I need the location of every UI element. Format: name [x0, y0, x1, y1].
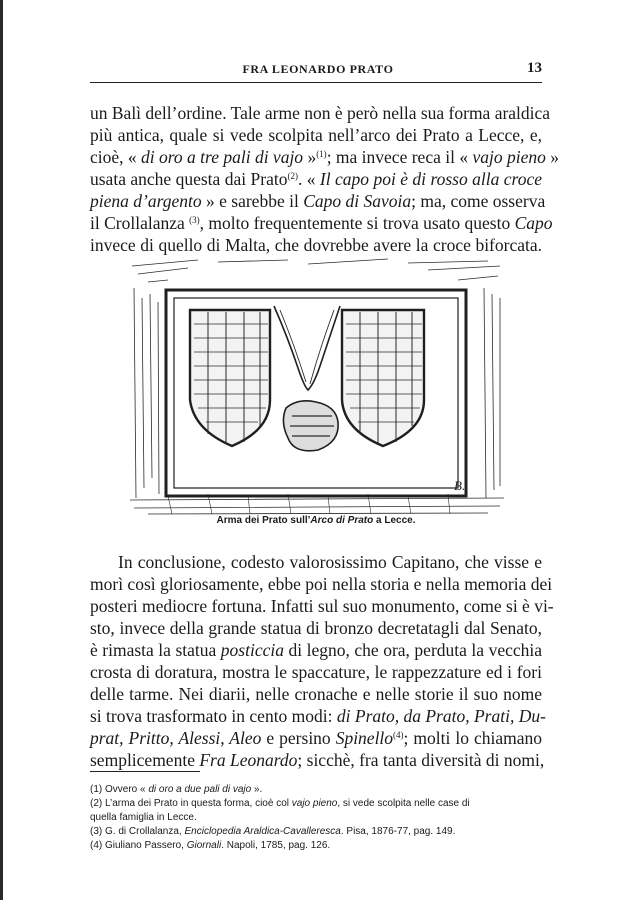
paragraph-2-line-6: crosta di doratura, mostra le spaccature, le rappezzature ed i fori: [90, 662, 542, 682]
page-number: 13: [527, 60, 542, 76]
paragraph-2-line-2: morì così gloriosamente, ebbe poi nella storia e nella memoria dei: [90, 574, 553, 594]
paragraph-1-line-1: un Balì dell’ordine. Tale arme non è però nella sua forma araldica: [90, 103, 551, 123]
paragraph-1-line-2: più antica, quale si vede scolpita nell’arco dei Prato a Lecce, e,: [90, 125, 542, 145]
paragraph-1-line-3: cioè, « di oro a tre pali di vajo »$^{(1)}$; ma invece reca il « vajo pieno »: [90, 147, 559, 167]
paragraph-2-line-7: delle tarme. Nei diarii, nelle cronache e nelle storie il suo nome: [90, 684, 542, 704]
artist-signature: B.: [454, 478, 466, 493]
paragraph-2-line-5: è rimasta la statua posticcia di legno, che ora, perduta la vecchia: [90, 640, 542, 660]
paragraph-1-line-4: usata anche questa dai Prato$^{(2)}$. « Il capo poi è di rosso alla croce: [90, 169, 542, 189]
footnote-2: (2) L’arma dei Prato in questa forma, cioè col vajo pieno, si vede scolpita nelle case di quella famiglia in Lecce.: [90, 798, 470, 823]
footnote-ref-3: (3): [189, 215, 200, 225]
footnote-ref-2: (2): [287, 171, 298, 181]
footnote-ref-4: (4): [393, 730, 404, 740]
running-header: FRA LEONARDO PRATO: [242, 62, 394, 76]
footnote-4: (4) Giuliano Passero, Giornali. Napoli, 1785, pag. 126.: [90, 840, 331, 851]
paragraph-2-line-1: In conclusione, codesto valorosissimo Capitano, che visse e: [118, 552, 542, 572]
figure-caption: Arma dei Prato sull’Arco di Prato a Lecce.: [216, 515, 416, 526]
footnote-1: (1) Ovvero « di oro a due pali di vajo ».: [90, 784, 263, 795]
coat-of-arms-illustration: [128, 258, 506, 516]
paragraph-1-line-6: il Crollalanza $^{(3)}$, molto frequentemente si trova usato questo Capo: [90, 213, 553, 233]
page-edge: [0, 0, 3, 900]
footnote-rule: [90, 771, 200, 772]
paragraph-2-line-8: si trova trasformato in cento modi: di Prato, da Prato, Prati, Du-: [90, 706, 546, 726]
footnote-ref-1: (1): [316, 149, 327, 159]
paragraph-2-line-3: posteri mediocre fortuna. Infatti sul suo monumento, come si è vi-: [90, 596, 554, 616]
header-rule: [90, 82, 542, 83]
paragraph-1-line-7: invece di quello di Malta, che dovrebbe avere la croce biforcata.: [90, 235, 542, 255]
paragraph-2-line-10: semplicemente Fra Leonardo; sicchè, fra tanta diversità di nomi,: [90, 750, 545, 770]
footnote-3: (3) G. di Crollalanza, Enciclopedia Araldica-Cavalleresca. Pisa, 1876-77, pag. 149.: [90, 826, 456, 837]
paragraph-2-line-4: sto, invece della grande statua di bronzo decretatagli dal Senato,: [90, 618, 542, 638]
paragraph-2-line-9: prat, Pritto, Alessi, Aleo e persino Spinello$^{(4)}$; molti lo chiamano: [90, 728, 543, 748]
paragraph-1-line-5: piena d’argento » e sarebbe il Capo di Savoia; ma, come osserva: [90, 191, 546, 211]
